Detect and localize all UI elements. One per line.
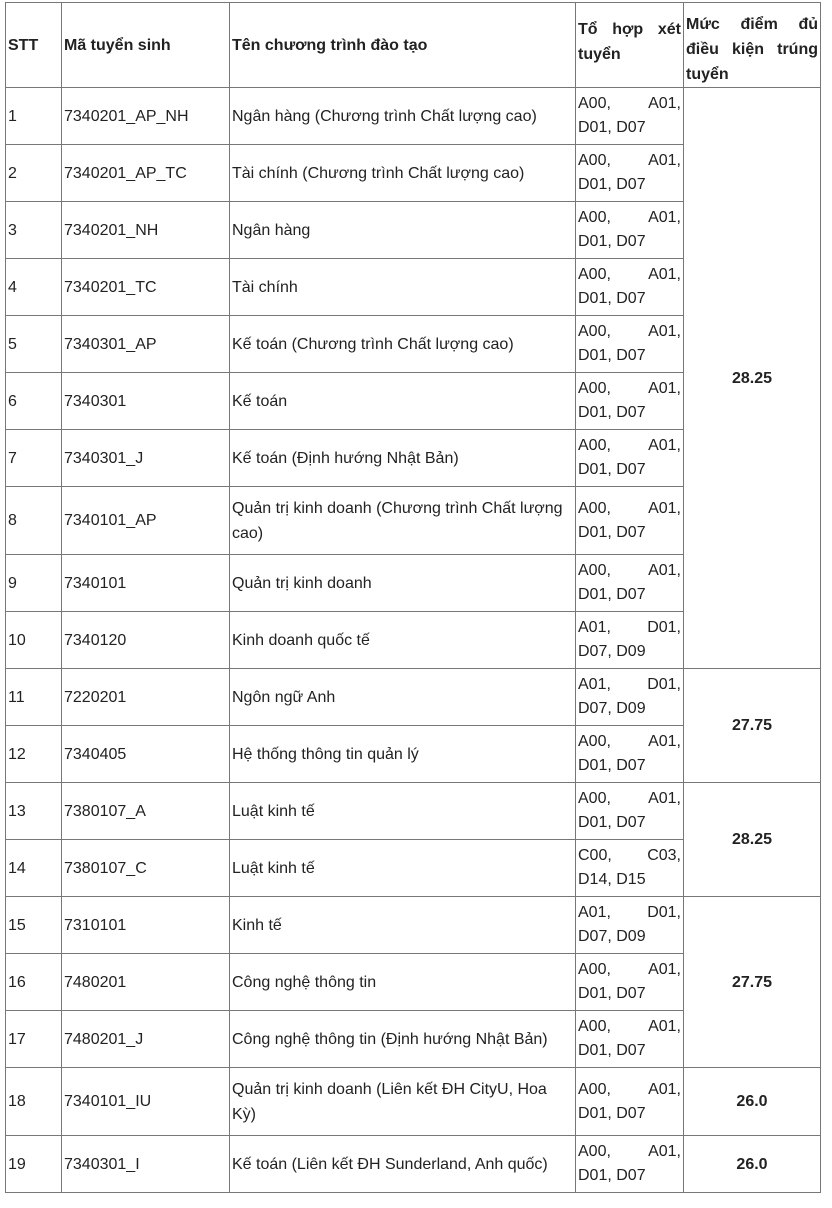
cell-to-hop: A00, A01, D01, D07 (576, 555, 684, 612)
cell-stt: 6 (6, 373, 62, 430)
cell-ten-chuong-trinh: Kinh doanh quốc tế (230, 612, 576, 669)
cell-ma-tuyen-sinh: 7480201 (62, 954, 230, 1011)
cell-to-hop: A00, A01, D01, D07 (576, 259, 684, 316)
cell-stt: 8 (6, 487, 62, 555)
header-stt: STT (6, 3, 62, 88)
cell-muc-diem: 28.25 (684, 88, 821, 669)
cell-ten-chuong-trinh: Tài chính (230, 259, 576, 316)
cell-ten-chuong-trinh: Kế toán (230, 373, 576, 430)
cell-stt: 9 (6, 555, 62, 612)
cell-stt: 13 (6, 783, 62, 840)
cell-stt: 17 (6, 1011, 62, 1068)
cell-ten-chuong-trinh: Ngân hàng (Chương trình Chất lượng cao) (230, 88, 576, 145)
cell-ten-chuong-trinh: Công nghệ thông tin (230, 954, 576, 1011)
cell-ten-chuong-trinh: Kế toán (Định hướng Nhật Bản) (230, 430, 576, 487)
cell-stt: 7 (6, 430, 62, 487)
cell-to-hop: A01, D01, D07, D09 (576, 669, 684, 726)
table-row (6, 1068, 821, 1136)
cell-muc-diem: 28.25 (684, 783, 821, 897)
cell-stt: 5 (6, 316, 62, 373)
cell-ma-tuyen-sinh: 7380107_C (62, 840, 230, 897)
cell-stt: 3 (6, 202, 62, 259)
header-to-hop: Tổ hợp xét tuyển (576, 3, 684, 88)
cell-ma-tuyen-sinh: 7340201_TC (62, 259, 230, 316)
cell-to-hop: A00, A01, D01, D07 (576, 1068, 684, 1136)
header-ma-tuyen-sinh: Mã tuyển sinh (62, 3, 230, 88)
admission-score-table (5, 2, 821, 1193)
cell-ten-chuong-trinh: Ngân hàng (230, 202, 576, 259)
table-row (6, 669, 821, 726)
table-row (6, 897, 821, 954)
cell-ten-chuong-trinh: Công nghệ thông tin (Định hướng Nhật Bản) (230, 1011, 576, 1068)
cell-ten-chuong-trinh: Kinh tế (230, 897, 576, 954)
cell-ten-chuong-trinh: Luật kinh tế (230, 840, 576, 897)
table-row (6, 88, 821, 145)
cell-to-hop: A00, A01, D01, D07 (576, 726, 684, 783)
cell-stt: 14 (6, 840, 62, 897)
cell-stt: 19 (6, 1136, 62, 1193)
cell-stt: 11 (6, 669, 62, 726)
cell-to-hop: A00, A01, D01, D07 (576, 1136, 684, 1193)
cell-ten-chuong-trinh: Tài chính (Chương trình Chất lượng cao) (230, 145, 576, 202)
cell-muc-diem: 27.75 (684, 897, 821, 1068)
cell-ma-tuyen-sinh: 7340201_NH (62, 202, 230, 259)
cell-ma-tuyen-sinh: 7340201_AP_TC (62, 145, 230, 202)
cell-ma-tuyen-sinh: 7340101_IU (62, 1068, 230, 1136)
cell-muc-diem: 26.0 (684, 1136, 821, 1193)
cell-ten-chuong-trinh: Quản trị kinh doanh (Liên kết ĐH CityU, Hoa Kỳ) (230, 1068, 576, 1136)
cell-ma-tuyen-sinh: 7340120 (62, 612, 230, 669)
cell-to-hop: A00, A01, D01, D07 (576, 783, 684, 840)
cell-to-hop: A00, A01, D01, D07 (576, 88, 684, 145)
cell-stt: 15 (6, 897, 62, 954)
cell-ma-tuyen-sinh: 7340405 (62, 726, 230, 783)
cell-to-hop: A01, D01, D07, D09 (576, 897, 684, 954)
cell-stt: 10 (6, 612, 62, 669)
cell-to-hop: A00, A01, D01, D07 (576, 373, 684, 430)
cell-stt: 4 (6, 259, 62, 316)
cell-stt: 2 (6, 145, 62, 202)
cell-stt: 18 (6, 1068, 62, 1136)
cell-ma-tuyen-sinh: 7340301_I (62, 1136, 230, 1193)
cell-ten-chuong-trinh: Hệ thống thông tin quản lý (230, 726, 576, 783)
cell-to-hop: A01, D01, D07, D09 (576, 612, 684, 669)
cell-ma-tuyen-sinh: 7480201_J (62, 1011, 230, 1068)
cell-to-hop: A00, A01, D01, D07 (576, 954, 684, 1011)
cell-ten-chuong-trinh: Ngôn ngữ Anh (230, 669, 576, 726)
cell-muc-diem: 26.0 (684, 1068, 821, 1136)
cell-ten-chuong-trinh: Luật kinh tế (230, 783, 576, 840)
cell-ma-tuyen-sinh: 7220201 (62, 669, 230, 726)
cell-stt: 12 (6, 726, 62, 783)
cell-ma-tuyen-sinh: 7340301 (62, 373, 230, 430)
cell-ma-tuyen-sinh: 7340201_AP_NH (62, 88, 230, 145)
cell-to-hop: A00, A01, D01, D07 (576, 487, 684, 555)
cell-ma-tuyen-sinh: 7310101 (62, 897, 230, 954)
table-row (6, 1136, 821, 1193)
cell-to-hop: A00, A01, D01, D07 (576, 1011, 684, 1068)
cell-ten-chuong-trinh: Quản trị kinh doanh (230, 555, 576, 612)
table-row (6, 783, 821, 840)
cell-ma-tuyen-sinh: 7340301_AP (62, 316, 230, 373)
cell-to-hop: A00, A01, D01, D07 (576, 430, 684, 487)
header-muc-diem: Mức điểm đủ điều kiện trúng tuyển (684, 3, 821, 88)
cell-stt: 1 (6, 88, 62, 145)
cell-to-hop: A00, A01, D01, D07 (576, 145, 684, 202)
cell-to-hop: A00, A01, D01, D07 (576, 316, 684, 373)
cell-ten-chuong-trinh: Kế toán (Chương trình Chất lượng cao) (230, 316, 576, 373)
cell-ma-tuyen-sinh: 7340101_AP (62, 487, 230, 555)
cell-muc-diem: 27.75 (684, 669, 821, 783)
cell-ten-chuong-trinh: Quản trị kinh doanh (Chương trình Chất lượng cao) (230, 487, 576, 555)
cell-to-hop: C00, C03, D14, D15 (576, 840, 684, 897)
cell-ma-tuyen-sinh: 7340101 (62, 555, 230, 612)
cell-ma-tuyen-sinh: 7340301_J (62, 430, 230, 487)
cell-ma-tuyen-sinh: 7380107_A (62, 783, 230, 840)
header-ten-chuong-trinh: Tên chương trình đào tạo (230, 3, 576, 88)
cell-ten-chuong-trinh: Kế toán (Liên kết ĐH Sunderland, Anh quốc) (230, 1136, 576, 1193)
cell-to-hop: A00, A01, D01, D07 (576, 202, 684, 259)
table-header-row (6, 3, 821, 88)
cell-stt: 16 (6, 954, 62, 1011)
